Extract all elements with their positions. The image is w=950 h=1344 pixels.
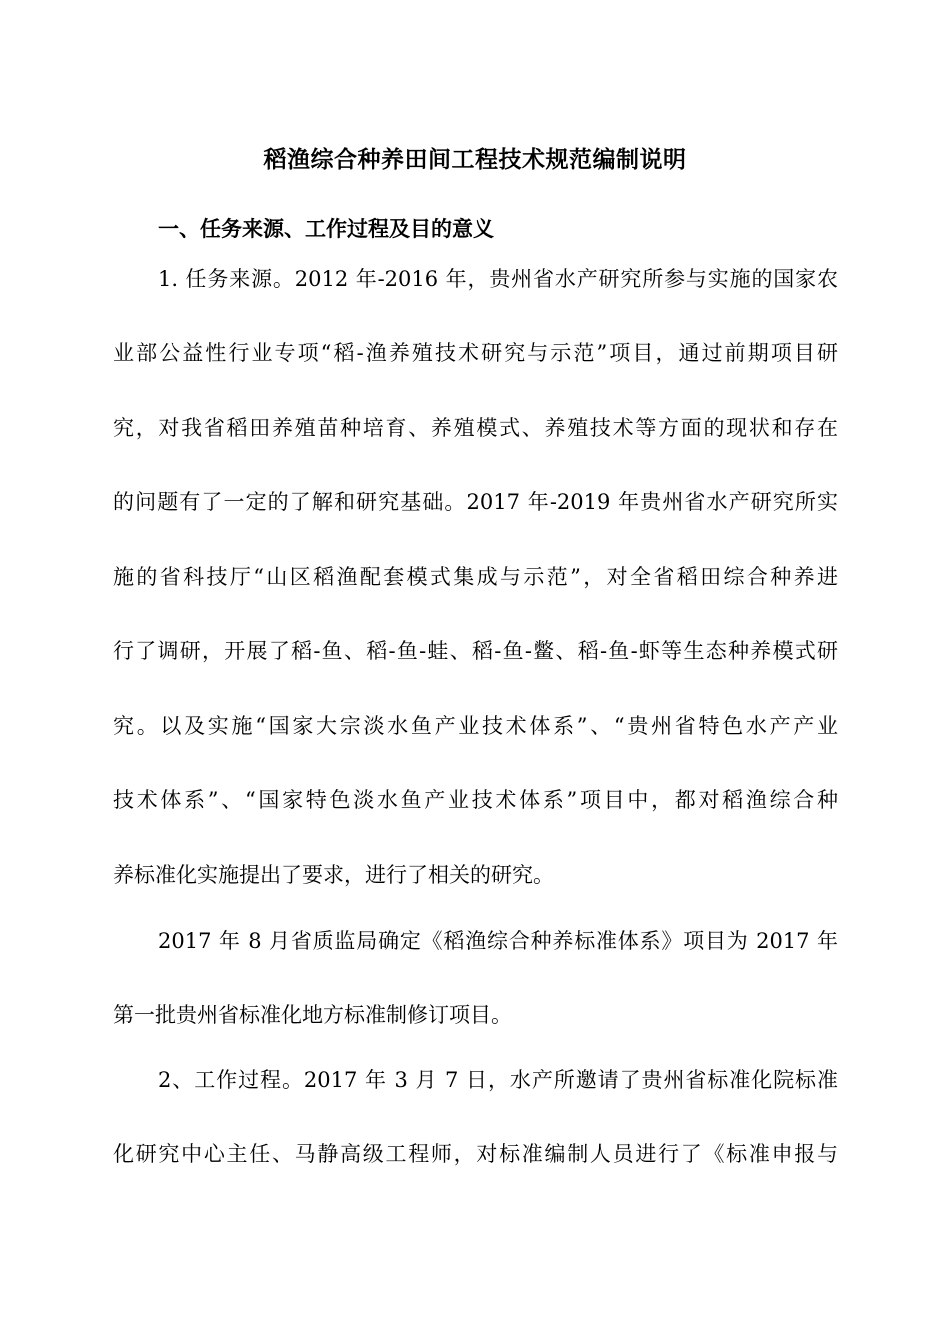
paragraph-line: 的问题有了一定的了解和研究基础。2017 年-2019 年贵州省水产研究所实 <box>113 490 838 514</box>
document-title: 稻渔综合种养田间工程技术规范编制说明 <box>263 147 687 173</box>
paragraph-line: 2017 年 8 月省质监局确定《稻渔综合种养标准体系》项目为 2017 年 <box>158 929 838 953</box>
paragraph-line: 化研究中心主任、马静高级工程师，对标准编制人员进行了《标准申报与 <box>113 1142 838 1166</box>
paragraph-line: 2、工作过程。2017 年 3 月 7 日，水产所邀请了贵州省标准化院标准 <box>158 1068 838 1092</box>
paragraph-line: 技术体系”、“国家特色淡水鱼产业技术体系”项目中，都对稻渔综合种 <box>113 788 838 812</box>
section-heading: 一、任务来源、工作过程及目的意义 <box>158 217 494 241</box>
paragraph-line: 业部公益性行业专项“稻-渔养殖技术研究与示范”项目，通过前期项目研 <box>113 341 838 365</box>
paragraph-line: 养标准化实施提出了要求，进行了相关的研究。 <box>113 863 554 887</box>
paragraph-line: 究，对我省稻田养殖苗种培育、养殖模式、养殖技术等方面的现状和存在 <box>113 416 838 440</box>
paragraph-line: 行了调研，开展了稻-鱼、稻-鱼-蛙、稻-鱼-鳖、稻-鱼-虾等生态种养模式研 <box>113 639 838 663</box>
paragraph-line: 第一批贵州省标准化地方标准制修订项目。 <box>113 1003 512 1027</box>
paragraph-line: 施的省科技厅“山区稻渔配套模式集成与示范”，对全省稻田综合种养进 <box>113 565 838 589</box>
paragraph-line: 究。以及实施“国家大宗淡水鱼产业技术体系”、“贵州省特色水产产业 <box>113 714 838 738</box>
paragraph-line: 1. 任务来源。2012 年-2016 年，贵州省水产研究所参与实施的国家农 <box>158 267 838 291</box>
